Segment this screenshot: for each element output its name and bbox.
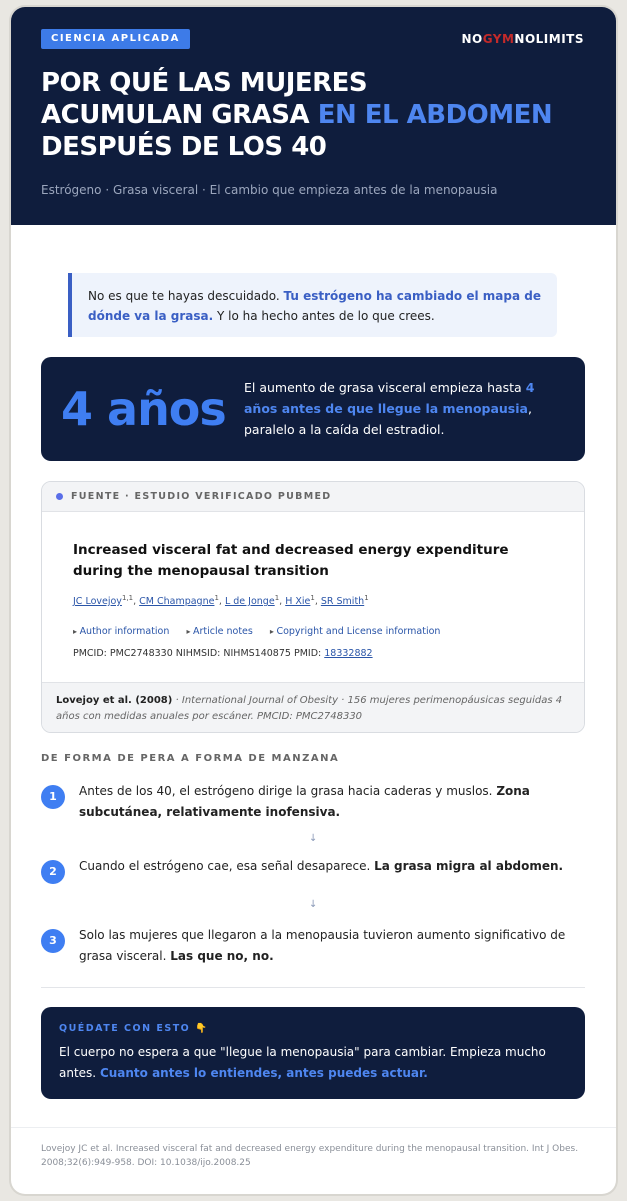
author-affiliation: 1 xyxy=(274,594,280,602)
step-text: Antes de los 40, el estrógeno dirige la grasa hacia caderas y muslos. Zona subcutánea, relativamente inofensiva. xyxy=(79,784,530,819)
brand-logo: NOGYMNOLIMITS xyxy=(461,32,584,46)
step-number: 1 xyxy=(41,785,65,809)
link-author-information[interactable]: ▸ Author information xyxy=(73,626,169,637)
author-link[interactable]: JC Lovejoy xyxy=(73,596,122,608)
link-article-notes[interactable]: ▸ Article notes xyxy=(186,626,252,637)
header xyxy=(11,7,616,225)
author-link[interactable]: SR Smith xyxy=(320,596,365,608)
source-citation: Lovejoy et al. (2008) · International Journal of Obesity · 156 mujeres perimenopáusicas seguidas 4 años con medidas anuales por escáner. PMCID: PMC2748330 xyxy=(42,682,584,733)
takeaway-box xyxy=(41,1007,585,1099)
stat-description: El aumento de grasa visceral empieza hasta 4 años antes de que llegue la menopausia, paralelo a la caída del estradiol. xyxy=(244,380,535,437)
category-badge: CIENCIA APLICADA xyxy=(41,29,190,49)
takeaway-text: El cuerpo no espera a que "llegue la menopausia" para cambiar. Empieza mucho antes. Cuanto antes lo entiendes, antes puedes actuar. xyxy=(59,1045,546,1080)
source-header: FUENTE · ESTUDIO VERIFICADO PUBMED xyxy=(42,482,584,512)
author-affiliation: 1 xyxy=(310,594,315,602)
paper-title: Increased visceral fat and decreased energy expenditure during the menopausal transition xyxy=(73,542,509,579)
page-title: POR QUÉ LAS MUJERES ACUMULAN GRASA EN EL ABDOMEN DESPUÉS DE LOS 40 xyxy=(41,68,553,162)
author-list: JC Lovejoy$^{1,1}$, CM Champagne$^1$, L de Jonge$^1$, H Xie$^1$, SR Smith$^1$ xyxy=(73,594,369,608)
page-subtitle: Estrógeno · Grasa visceral · El cambio que empieza antes de la menopausia xyxy=(41,183,498,197)
down-arrow-icon: ↓ xyxy=(309,899,318,910)
author-link[interactable]: H Xie xyxy=(285,596,311,608)
divider xyxy=(11,1127,616,1128)
step-text: Cuando el estrógeno cae, esa señal desaparece. La grasa migra al abdomen. xyxy=(79,859,564,873)
author-link[interactable]: CM Champagne xyxy=(139,596,215,608)
link-copyright[interactable]: ▸ Copyright and License information xyxy=(270,626,441,637)
article-ids: PMCID: PMC2748330 NIHMSID: NIHMS140875 PMID: 18332882 xyxy=(73,648,373,659)
step-number: 2 xyxy=(41,860,65,884)
down-arrow-icon: ↓ xyxy=(309,833,318,844)
step-text: Solo las mujeres que llegaron a la menopausia tuvieron aumento significativo de grasa visceral. Las que no, no. xyxy=(79,928,566,963)
stat-block xyxy=(41,357,585,461)
bullet-dot-icon xyxy=(56,493,63,500)
step-number: 3 xyxy=(41,929,65,953)
footer-citation: Lovejoy JC et al. Increased visceral fat and decreased energy expenditure during the menopausal transition. Int J Obes. 2008;32(6):949-958. DOI: 10.1038/ijo.2008.25 xyxy=(41,1144,579,1168)
author-affiliation: 1,1 xyxy=(121,594,134,602)
divider xyxy=(41,987,585,988)
intro-quote: No es que te hayas descuidado. Tu estrógeno ha cambiado el mapa de dónde va la grasa. Y lo ha hecho antes de lo que crees. xyxy=(68,273,557,337)
takeaway-label: QUÉDATE CON ESTO 👇 xyxy=(59,1023,209,1034)
author-affiliation: 1 xyxy=(364,594,369,602)
pmid-link[interactable]: 18332882 xyxy=(324,648,373,659)
section-label: DE FORMA DE PERA A FORMA DE MANZANA xyxy=(41,753,340,764)
infographic-card xyxy=(11,7,616,1194)
stat-number: 4 años xyxy=(61,382,226,436)
author-link[interactable]: L de Jonge xyxy=(224,596,275,608)
author-affiliation: 1 xyxy=(214,594,219,602)
article-links xyxy=(73,626,454,637)
source-card xyxy=(41,481,585,733)
